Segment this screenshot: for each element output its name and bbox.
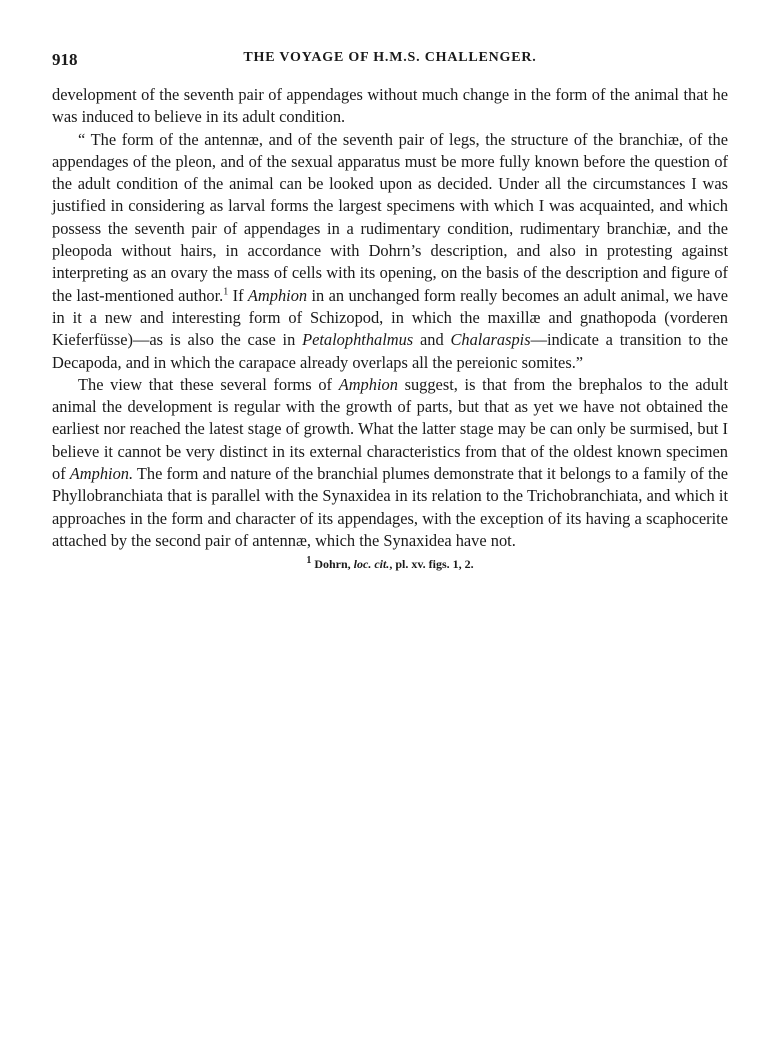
footnote-reference: 1 [223,286,229,298]
quote-text-1: “ The form of the antennæ, and of the seventh pair of legs, the structure of the branchiæ, of the appendages of the pleon, and of the sexual apparatus must be more fully known before the question of the adult condition of the animal can be looked upon as decided. Under all the circumstances I was justified in considering as larval forms the largest specimens with which I was acquainted, and which possess the seventh pair of appendages in a rudimentary condition, rudimentary branchiæ, and the pleopoda without hairs, in accordance with Dohrn’s description, and also in protesting against interpreting as an ovary the mass of cells with its opening, on the basis of the description and figure of the last-mentioned author. [52,129,728,305]
quote-text-4: and [413,330,451,350]
page-number: 918 [52,50,78,69]
body-text [52,84,728,552]
page [52,44,728,572]
para3-text-3: The form and nature of the branchial plumes demonstrate that it belongs to a family of the Phyllobranchiata that is parallel with the Synaxidea in its relation to the Trichobranchiata, and which it approaches in the form and character of its appendages, with the exception of its having a scaphocerite attached by the second pair of antennæ, which the Synaxidea have not. [52,464,728,550]
footnote-mark: 1 [306,555,312,567]
genus-name-chalaraspis: Chalaraspis [450,330,531,350]
quote-text-5: —indicate a transition to the Decapoda, and in which the carapace already overlaps all the pereionic somites.” [52,330,728,372]
footnote-italic: loc. cit. [353,557,390,572]
footnote-text-1: Dohrn, [311,557,354,572]
paragraph-1: development of the seventh pair of appendages without much change in the form of the animal that he was induced to believe in its adult condition. [52,85,728,127]
running-title: THE VOYAGE OF H.M.S. CHALLENGER. [243,50,537,65]
footnote-text-2: , pl. xv. figs. 1, 2. [389,557,474,572]
genus-name-petalophthalmus: Petalophthalmus [302,330,414,350]
quote-text-3: in an unchanged form really becomes an adult animal, we have in it a new and interesting form of Schizopod, in which the maxillæ and gnathopoda (vorderen Kieferfüsse)—as is also the case in [52,285,728,350]
quote-text-2: If [228,285,248,305]
paragraph-3 [52,374,728,552]
para3-text-2: suggest, is that from the brephalos to the adult animal the development is regular with the growth of parts, but that as yet we have not obtained the earliest nor reached the latest stage of growth. What the latter stage may be can only be surmised, but I believe it cannot be very distinct in its external characteristics from that of the oldest known specimen of [52,374,728,484]
para3-text-1: The view that these several forms of [78,374,339,394]
paragraph-2-quotation [52,129,728,374]
footnote [52,556,728,572]
genus-name-amphion: Amphion [247,285,308,305]
genus-name-amphion-2: Amphion [338,374,398,394]
page-header [52,44,728,72]
genus-name-amphion-3: Amphion. [69,464,134,484]
